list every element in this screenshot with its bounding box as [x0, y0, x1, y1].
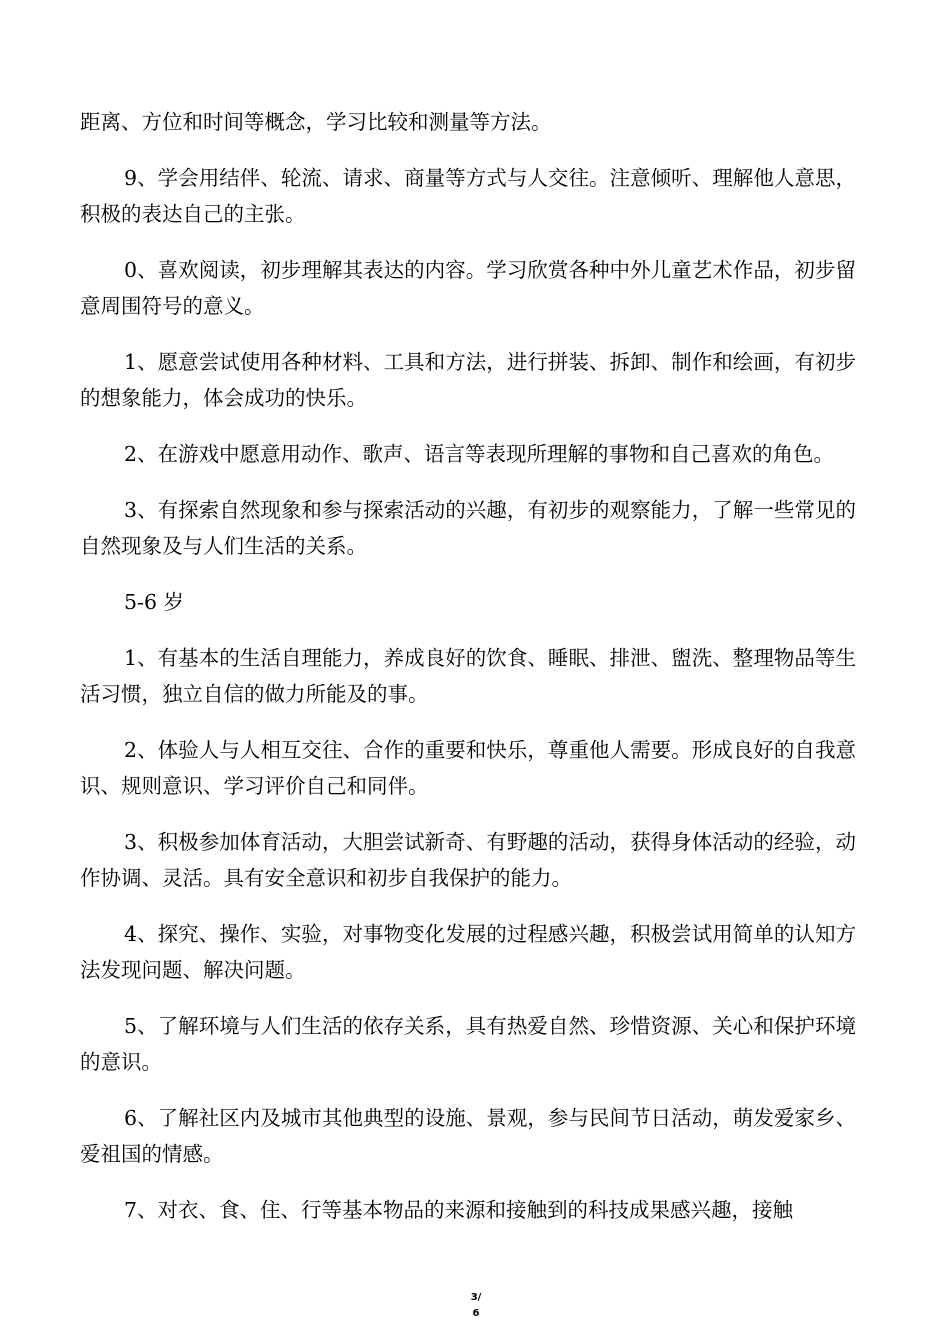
paragraph-goal-3: 3、积极参加体育活动，大胆尝试新奇、有野趣的活动，获得身体活动的经验，动作协调、灵活。具有安全意识和初步自我保护的能力。 — [80, 830, 856, 890]
paragraph-goal-4: 4、探究、操作、实验，对事物变化发展的过程感兴趣，积极尝试用简单的认知方法发现问题、解决问题。 — [80, 922, 856, 982]
paragraph-goal-7: 7、对衣、食、住、行等基本物品的来源和接触到的科技成果感兴趣，接触 — [124, 1198, 794, 1222]
paragraph-goal-1: 1、有基本的生活自理能力，养成良好的饮食、睡眠、排泄、盥洗、整理物品等生活习惯，独立自信的做力所能及的事。 — [80, 646, 856, 706]
paragraph-continuation: 距离、方位和时间等概念，学习比较和测量等方法。 — [80, 110, 552, 134]
section-heading-age: 5-6 岁 — [124, 590, 185, 614]
document-body — [80, 104, 856, 1248]
page-number — [464, 1290, 488, 1322]
paragraph-item-0: 0、喜欢阅读，初步理解其表达的内容。学习欣赏各种中外儿童艺术作品，初步留意周围符号的意义。 — [80, 258, 856, 318]
paragraph-item-3: 3、有探索自然现象和参与探索活动的兴趣，有初步的观察能力，了解一些常见的自然现象及与人们生活的关系。 — [80, 498, 856, 558]
paragraph-item-2: 2、在游戏中愿意用动作、歌声、语言等表现所理解的事物和自己喜欢的角色。 — [124, 442, 835, 466]
page-number-current: 3/ — [470, 1292, 482, 1303]
paragraph-item-1: 1、愿意尝试使用各种材料、工具和方法，进行拼装、拆卸、制作和绘画，有初步的想象能力，体会成功的快乐。 — [80, 350, 856, 410]
paragraph-item-9: 9、学会用结伴、轮流、请求、商量等方式与人交往。注意倾听、理解他人意思，积极的表达自己的主张。 — [80, 166, 856, 226]
page-number-total: 6 — [472, 1308, 480, 1319]
paragraph-goal-2: 2、体验人与人相互交往、合作的重要和快乐，尊重他人需要。形成良好的自我意识、规则意识、学习评价自己和同伴。 — [80, 738, 856, 798]
paragraph-goal-5: 5、了解环境与人们生活的依存关系，具有热爱自然、珍惜资源、关心和保护环境的意识。 — [80, 1014, 856, 1074]
paragraph-goal-6: 6、了解社区内及城市其他典型的设施、景观，参与民间节日活动，萌发爱家乡、爱祖国的情感。 — [80, 1106, 856, 1166]
